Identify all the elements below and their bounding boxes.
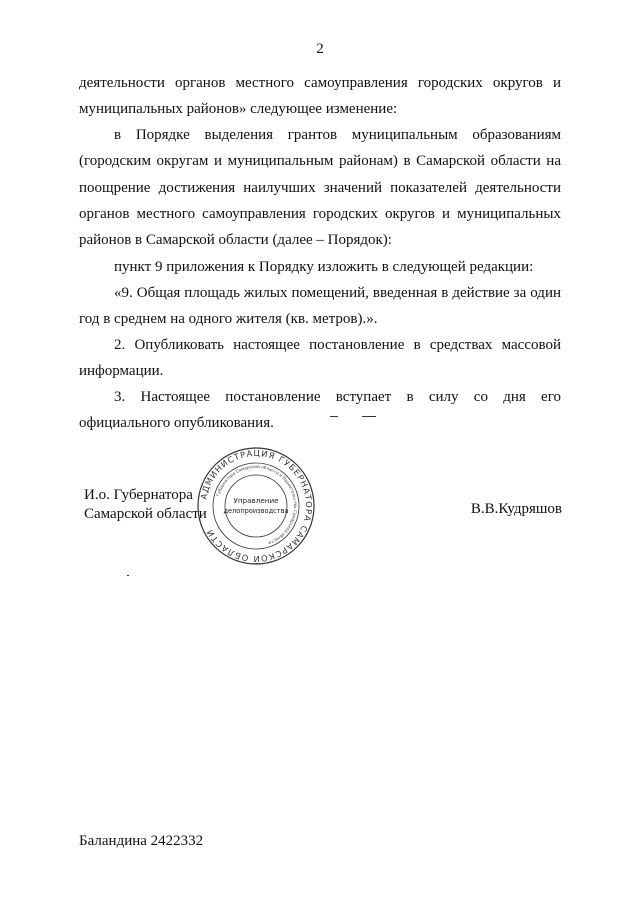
text-line: «9. Общая площадь жилых помещений, введенная в действие за один — [114, 285, 561, 301]
scan-mark — [330, 416, 338, 417]
text-line: официального опубликования. — [79, 415, 274, 432]
signature-position-line2: Самарской области — [84, 506, 207, 522]
text-line: в Порядке выделения грантов муниципальным образованиям — [114, 127, 561, 143]
paragraph-6 — [79, 384, 561, 437]
text-line: 2. Опубликовать настоящее постановление в средствах массовой — [114, 337, 561, 353]
text-line: 3. Настоящее постановление вступает в силу со дня его — [114, 389, 561, 405]
paragraph-3 — [79, 254, 561, 280]
text-line: поощрение достижения наилучших значений показателей деятельности — [79, 179, 561, 196]
stamp-center-line2: делопроизводства — [223, 507, 289, 515]
stamp-inner-ring — [213, 463, 299, 549]
text-line: (городским округам и муниципальным районам) в Самарской области на — [79, 153, 561, 170]
scan-mark — [127, 575, 129, 576]
page-number: 2 — [316, 41, 324, 57]
stamp-outer-text: АДМИНИСТРАЦИЯ ГУБЕРНАТОРА САМАРСКОЙ ОБЛАСТИ — [198, 447, 315, 565]
signature-position-line1: И.о. Губернатора — [84, 487, 193, 503]
text-line: органов местного самоуправления городских округов и муниципальных — [79, 205, 561, 222]
scan-mark — [362, 416, 376, 417]
paragraph-1 — [79, 70, 561, 123]
paragraph-5 — [79, 332, 561, 385]
signature-name: В.В.Кудряшов — [470, 501, 562, 517]
text-line: районов в Самарской области (далее – Порядок): — [79, 232, 392, 249]
text-line: год в среднем на одного жителя (кв. метров).». — [79, 311, 378, 328]
text-line: пункт 9 приложения к Порядку изложить в следующей редакции: — [114, 259, 534, 275]
stamp-center-ring — [225, 475, 287, 537]
text-line: информации. — [79, 363, 164, 380]
official-stamp — [196, 446, 316, 566]
stamp-inner-text: Губернатора Самарской области и Правительства Самарской области — [215, 463, 299, 546]
paragraph-2 — [79, 122, 561, 253]
footer-executor: Баландина 2422332 — [79, 833, 204, 849]
text-line: деятельности органов местного самоуправления городских округов и — [79, 75, 561, 91]
paragraph-4 — [79, 280, 561, 333]
signature-position — [84, 486, 207, 524]
text-line: муниципальных районов» следующее изменение: — [79, 101, 398, 118]
stamp-center-line1: Управление — [233, 496, 279, 505]
